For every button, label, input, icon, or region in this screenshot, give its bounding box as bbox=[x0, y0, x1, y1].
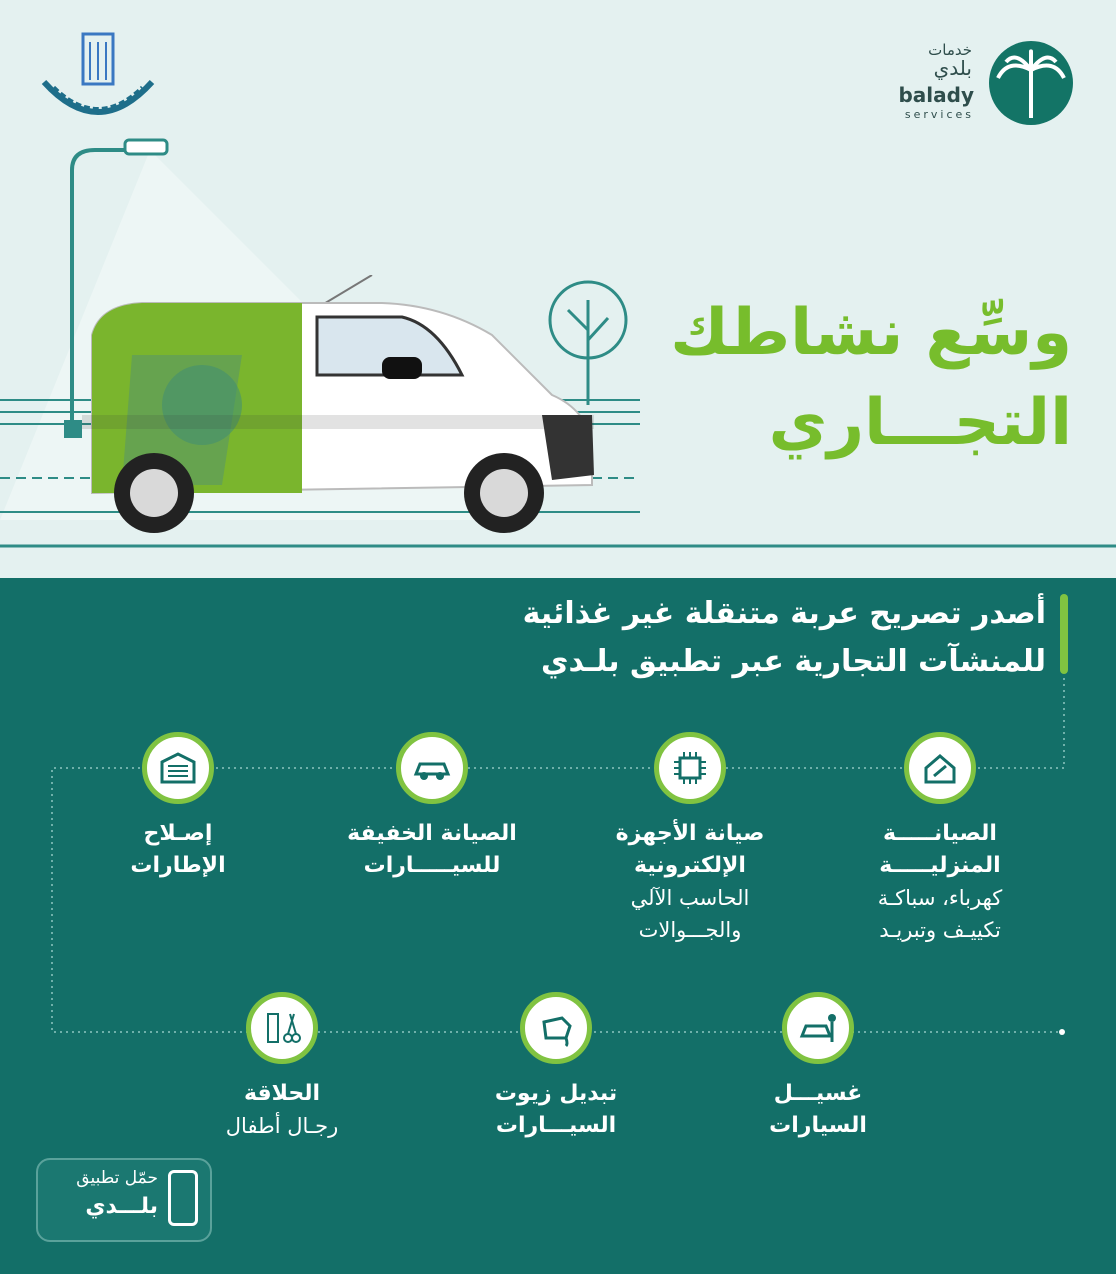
service-title: غسيـــل bbox=[773, 1081, 863, 1106]
intro-text bbox=[486, 590, 1046, 686]
intro-accent-bar bbox=[1060, 594, 1068, 674]
service-car-wash bbox=[718, 992, 918, 1142]
service-subtitle: الحاسب الآلي bbox=[630, 886, 750, 910]
download-label: حمّل تطبيق bbox=[76, 1168, 158, 1188]
car-wash-icon bbox=[782, 992, 854, 1064]
logo-arabic: بلدي bbox=[933, 56, 972, 80]
logo-latin-sub: services bbox=[904, 108, 974, 121]
oil-change-icon bbox=[520, 992, 592, 1064]
service-title: الإلكترونية bbox=[634, 853, 746, 878]
service-home-maintenance bbox=[840, 732, 1040, 946]
service-tire-repair bbox=[78, 732, 278, 882]
car-repair-icon bbox=[396, 732, 468, 804]
house-tools-icon bbox=[904, 732, 976, 804]
logo-arabic-small: خدمات bbox=[928, 41, 972, 59]
chip-icon bbox=[654, 732, 726, 804]
service-light-car-maintenance bbox=[332, 732, 532, 882]
service-title: صيانة الأجهزة bbox=[615, 821, 765, 846]
service-title: الحلاقة bbox=[243, 1081, 321, 1106]
service-title: المنزليـــــة bbox=[879, 853, 1001, 878]
download-app-button[interactable] bbox=[36, 1158, 212, 1242]
service-title: السيارات bbox=[769, 1113, 867, 1138]
van-illustration bbox=[82, 275, 602, 533]
service-title: السيـــارات bbox=[495, 1113, 617, 1138]
scissors-comb-icon bbox=[246, 992, 318, 1064]
garage-icon bbox=[142, 732, 214, 804]
service-title: الصيانة الخفيفة bbox=[347, 821, 517, 846]
logo-latin: balady bbox=[898, 83, 974, 107]
service-subtitle: رجـال أطفال bbox=[225, 1114, 339, 1138]
headline bbox=[670, 288, 1072, 468]
service-title: للسيـــــارات bbox=[363, 853, 501, 878]
service-title: الإطارات bbox=[130, 853, 226, 878]
headline-line1: وسِّع نشاطك bbox=[670, 296, 1072, 370]
intro-line2: للمنشآت التجارية عبر تطبيق بلـدي bbox=[540, 644, 1046, 679]
service-subtitle: تكييـف وتبريـد bbox=[879, 918, 1001, 942]
download-app-name: بلـــدي bbox=[85, 1194, 158, 1219]
headline-line2: التجـــاري bbox=[768, 386, 1072, 460]
service-oil-change bbox=[456, 992, 656, 1142]
service-title: إصـلاح bbox=[143, 821, 213, 846]
service-title: تبديل زيوت bbox=[494, 1081, 618, 1106]
service-subtitle: والجـــوالات bbox=[638, 918, 742, 942]
service-barber bbox=[182, 992, 382, 1142]
service-subtitle: كهرباء، سباكـة bbox=[877, 886, 1003, 910]
service-electronics-maintenance bbox=[590, 732, 790, 946]
intro-line1: أصدر تصريح عربة متنقلة غير غذائية bbox=[522, 596, 1046, 631]
hero-section bbox=[0, 0, 1116, 578]
phone-icon bbox=[168, 1170, 198, 1226]
service-title: الصيانـــــة bbox=[883, 821, 997, 846]
